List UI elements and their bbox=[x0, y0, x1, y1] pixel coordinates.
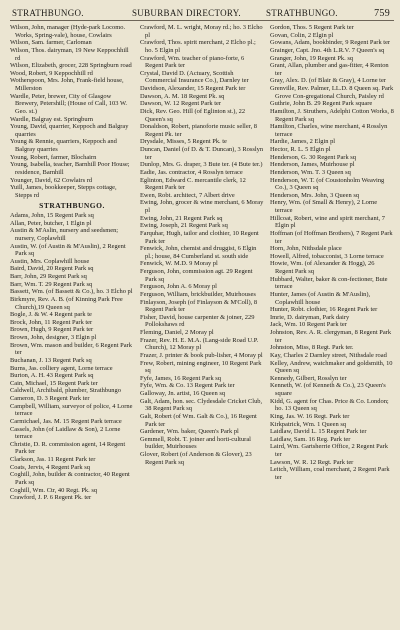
directory-entry: Henderson, W. T. (of Coustonholm Weaving Co.), 3 Queen sq bbox=[270, 176, 385, 192]
directory-entry: Gowans, Adam, bookbinder, 9 Regent Park ter bbox=[270, 39, 391, 47]
directory-entry: Crawford, Wm. teacher of piano-forte, 6 Regent Park ter bbox=[140, 54, 245, 70]
directory-entry: Kenneth, W. (of Kenneth & Co.), 23 Queen's square bbox=[270, 382, 386, 397]
directory-entry: Young & Rennie, quarriers, Keppoch and Balgray quarries bbox=[10, 138, 117, 153]
directory-entry: Adams, John, 15 Regent Park sq bbox=[10, 212, 94, 219]
directory-entry: Coghill, John, builder & contractor, 40 Regent Park sq bbox=[10, 471, 130, 486]
directory-entry: Hillcoat, Robert, wine and spirit merchant, 7 Elgin pl bbox=[270, 214, 385, 230]
directory-entry: Cassels, John (of Laidlaw & Son), 2 Lorne terrace bbox=[10, 425, 121, 441]
directory-entry: Ewing, John, grocer & wine merchant, 6 Moray pl bbox=[140, 199, 264, 214]
directory-entry: Wilson, Sam. farmer, Carloman bbox=[10, 39, 92, 47]
directory-entry: Christie, D. R. commission agent, 14 Regent Park ter bbox=[10, 440, 126, 456]
directory-entry: Henderson, G. 30 Regent Park sq bbox=[270, 153, 356, 161]
directory-entry: Fisher, David, house carpenter & joiner, 229 Pollokshaws rd bbox=[140, 313, 255, 329]
directory-entry: Gray, Alex. D. (of Blair & Gray), 4 Lorne ter bbox=[270, 77, 386, 85]
header-center: SUBURBAN DIRECTORY. bbox=[132, 8, 241, 18]
directory-entry: Brock, John, 11 Regent Park ter bbox=[10, 318, 93, 326]
directory-entry: Finlayson, Joseph (of Finlayson & M'Coll), 8 Regent Park ter bbox=[140, 298, 258, 314]
directory-entry: Henderson, Mrs. John, 3 Queen sq bbox=[270, 191, 360, 199]
directory-entry: Ewing, John, 21 Regent Park sq bbox=[140, 214, 223, 222]
directory-entry: Dawson, A. M. 18 Regent Pk. sq bbox=[140, 92, 225, 100]
directory-entry: Johnston, Miss, 8 Regt. Park ter. bbox=[270, 344, 354, 352]
page-number: 759 bbox=[374, 8, 390, 19]
directory-entry: Dawson, W. 12 Regent Park ter bbox=[140, 100, 221, 108]
directory-entry: Birkmyre, Rev. A. B. (of Kinning Park Free Church),19 Queen sq bbox=[10, 295, 123, 311]
directory-entry: Crawford, M. L. wright, Moray rd.; ho. 3 Elcho pl bbox=[140, 24, 263, 39]
directory-entry: Campbell, William, surveyor of police, 4 Lorne terrace bbox=[10, 402, 133, 418]
directory-entry: Henderson, Wm. T. 3 Queen sq bbox=[270, 168, 351, 176]
directory-entry: Galloway, Jn. artist, 16 Queen sq bbox=[140, 390, 226, 397]
directory-entry: Grant, Allan, plumber and gas-fitter, 4 Renton ter bbox=[270, 62, 389, 77]
directory-entry: Grainger, Capt. Jno. 4th L.R.V. 7 Queen's sq bbox=[270, 46, 385, 54]
directory-entry: Hamilton, J. Struthers, Adelphi Cotton Works, 8 Regent Park sq bbox=[270, 107, 394, 123]
directory-entry: Caldwell, Archibald, plumber, Strathbungo bbox=[10, 387, 121, 395]
column-1 bbox=[10, 24, 134, 502]
directory-entry: Laidlaw, David L. 15 Regent Park ter bbox=[270, 428, 367, 436]
section-heading: STRATHBUNGO. bbox=[39, 201, 105, 211]
directory-entry: Ewing, Joseph, 21 Regent Park sq bbox=[140, 222, 228, 230]
directory-entry: Wardle, Peter, brewer, City of Glasgow Brewery, Petershill; (House of Call, 103 W. Geo. st.) bbox=[10, 92, 128, 115]
directory-entry: Henderson, James, Muirhouse pl bbox=[270, 161, 355, 169]
directory-entry: Wilson, Thos. dairyman, 19 New Keppochhill rd bbox=[10, 46, 129, 62]
directory-entry: Ferguson, John A. 6 Moray pl bbox=[140, 283, 217, 291]
directory-entry: Guthrie, John B. 29 Regent Park square bbox=[270, 100, 373, 108]
directory-entry: Wilson, John, manager (Hyde-park Locomo. Works, Spring-vale), house, Cowlairs bbox=[10, 24, 126, 39]
directory-entry: Henry, Wm. (of Small & Henry), 2 Lorne terrace bbox=[270, 199, 378, 214]
directory-entry: Johnston, Rev. A. R. clergyman, 8 Regent Park ter bbox=[270, 329, 392, 344]
directory-entry: Govan, Colin, 2 Elgin pl bbox=[270, 31, 334, 39]
directory-entry: Buchanan, J. 13 Regent Park sq bbox=[10, 356, 92, 364]
directory-entry: Gemmell, Robt. T. joiner and horti-cultural builder, Muirhouses bbox=[140, 435, 251, 451]
directory-entry: Coats, Jervis, 4 Regent Park sq bbox=[10, 463, 90, 471]
directory-entry: Baird, David, 20 Regent Park sq bbox=[10, 265, 94, 273]
directory-entry: Younger, David, 62 Cowlairs rd bbox=[10, 176, 93, 184]
directory-entry: Galt, Robert (of Wm. Galt & Co.), 16 Regent Park ter bbox=[140, 412, 257, 428]
directory-entry: Imrie, D. dairyman, Park dairy bbox=[270, 313, 350, 321]
directory-columns bbox=[10, 24, 394, 502]
directory-entry: Davidson, Alexander, 15 Regent Park ter bbox=[140, 85, 246, 92]
directory-entry: Austin, W. (of Austin & M'Auslin), 2 Regent Park sq bbox=[10, 242, 126, 258]
directory-entry: Fenwick, W. M.D. 9 Moray pl bbox=[140, 260, 218, 268]
directory-entry: Leitch, William, coal merchant, 2 Regent Park ter bbox=[270, 466, 390, 481]
directory-entry: Carmichael, Jas. M. 15 Regent Park terrace bbox=[10, 417, 122, 425]
directory-entry: Laidlaw, Sam. 16 Reg. Park ter bbox=[270, 435, 351, 443]
directory-entry: Crystal, David D. (Actuary, Scottish Commercial Insurance Co.), Darnley ter bbox=[140, 69, 249, 85]
directory-entry: Ferguson, John, commission agt. 29 Regent Park sq bbox=[140, 268, 253, 283]
directory-entry: Brown, Hugh, 9 Regent Park ter bbox=[10, 326, 94, 334]
directory-entry: Hubbard, Walter, baker & con-fectioner, Bute terrace bbox=[270, 275, 388, 291]
directory-entry: Gordon, Thos. 5 Regent Park ter bbox=[270, 24, 354, 31]
directory-entry: Lawson, W. R. 12 Regt. Park ter bbox=[270, 458, 354, 466]
directory-entry: Hoffman (of Hoffman Brothers), 7 Regent Park ter bbox=[270, 229, 393, 245]
directory-entry: Kennedy, Gilbert, Rosslyn ter bbox=[270, 374, 347, 382]
directory-entry: Wotherspoon, Mrs. John, Frank-field house, Millerston bbox=[10, 77, 124, 92]
directory-entry: Wood, Robert, 9 Keppochhill rd bbox=[10, 69, 93, 77]
directory-entry: Hamilton, Charles, wine merchant, 4 Rosslyn terrace bbox=[270, 123, 388, 138]
directory-entry: Wilson, Elizabeth, grocer, 228 Springburn road bbox=[10, 62, 132, 70]
directory-entry: Coghill, Wm. Ctr, 40 Regt. Pk. sq bbox=[10, 486, 98, 494]
directory-entry: Frew, Robert, mining engineer, 10 Regent Park sq bbox=[140, 359, 262, 375]
directory-entry: Wardle, Balgray est. Springburn bbox=[10, 115, 93, 123]
directory-entry: Bogle, J. & W. 4 Regent park te bbox=[10, 311, 92, 319]
directory-entry: Crawford, Thos. spirit merchant, 2 Elcho pl.; ho. 5 Elgin pl bbox=[140, 39, 256, 54]
header-left: STRATHBUNGO. bbox=[12, 8, 84, 18]
directory-entry: Austin, Mrs. Coplawhill house bbox=[10, 257, 90, 265]
directory-entry: Allan, Peter, butcher, 1 Elgin pl bbox=[10, 219, 92, 227]
directory-entry: Cameron, D. 3 Regent Park ter bbox=[10, 395, 90, 402]
directory-entry: Bassett, Wm. (of Bassett & Co.), ho. 3 Elcho pl bbox=[10, 288, 133, 296]
directory-entry: Eglinton, Edward C. mercantile clerk, 12 Regent Park ter bbox=[140, 176, 246, 192]
directory-entry: King, Jas. W. 16 Regt. Park ter bbox=[270, 412, 350, 420]
column-2 bbox=[140, 24, 264, 502]
directory-entry: Donaldson, Robert, pianoforte music seller, 8 Regent Pk. ter bbox=[140, 123, 258, 138]
directory-entry: Granger, John, 19 Regent Pk. sq bbox=[270, 54, 354, 62]
directory-entry: Eadie, Jas. contractor, 4 Rosslyn terrace bbox=[140, 168, 243, 176]
column-3 bbox=[270, 24, 394, 502]
directory-entry: Howie, Wm. (of Alexander & Hogg), 26 Regent Park sq bbox=[270, 260, 375, 275]
directory-entry: Hector, R. L. 5 Elgin pl bbox=[270, 146, 331, 153]
directory-entry: Ferguson, William, brickbuilder, Muirhouses bbox=[140, 290, 256, 298]
directory-entry: Barr, John, 29 Regent Park sq bbox=[10, 273, 87, 280]
directory-entry: Duncan, Daniel (of D. & T. Duncan), 3 Rosslyn ter bbox=[140, 146, 264, 161]
directory-entry: Kidd, G. agent for Chas. Price & Co. London; ho. 13 Queen sq bbox=[270, 397, 389, 413]
directory-entry: Dunlop, Mrs. G. draper, 3 Bute ter. (4 Bute ter.) bbox=[140, 161, 263, 169]
directory-entry: Barr, Wm. T. 29 Regent Park sq bbox=[10, 280, 93, 288]
directory-entry: Kay, Charles 2 Darnley street, Nithsdale road bbox=[270, 351, 387, 359]
directory-entry: Drysdale, Misses, 5 Regent Pk. te bbox=[140, 138, 227, 146]
directory-entry: Young, Robert, farmer, Blochairn bbox=[10, 153, 97, 161]
directory-entry: Brown, Wm. mason and builder, 6 Regent Park ter bbox=[10, 341, 132, 357]
directory-entry: Kelley, Andrew, watchmaker and goldsmith, 10 Queen sq bbox=[270, 359, 393, 375]
directory-entry: Fleming, Daniel, 2 Moray pl bbox=[140, 329, 214, 336]
directory-entry: Young, David, quarrier, Keppoch and Balgray quarries bbox=[10, 123, 129, 138]
directory-entry: Farquhar, Hugh, tailor and clothier, 10 Regent Park ter bbox=[140, 229, 259, 245]
directory-entry: Crawford, J. P. 6 Regent Pk. ter bbox=[10, 494, 92, 502]
directory-entry: Laird, Wm. Gartsherrie Office, 2 Regent Park ter bbox=[270, 443, 388, 458]
directory-entry: Horn, John, Nithsdale place bbox=[270, 245, 342, 253]
directory-entry: Hunter, James (of Austin & M'Auslin), Coplawhill house bbox=[270, 290, 371, 306]
directory-entry: Burton, A. H. 43 Regent Park sq bbox=[10, 372, 94, 380]
directory-entry: Dick, Rev. Geo. Hill (of Eglinton st.), 22 Queen's sq bbox=[140, 107, 246, 123]
directory-entry: Kirkpatrick, Wm. 1 Queen sq bbox=[270, 420, 347, 428]
directory-entry: Young, Isabella, teacher, Barnhill Poor House; residence, Barnhill bbox=[10, 161, 130, 176]
directory-entry: Cain, Michael, 15 Regent Park ter bbox=[10, 379, 98, 387]
directory-entry: Fenwick, John, chemist and druggist, 6 Elgin pl.; house, 84 Cumberland st. south side bbox=[140, 245, 257, 260]
directory-entry: Frazer, J. printer & book pub-lisher, 4 Moray pl bbox=[140, 351, 263, 359]
directory-entry: Hunter, Robt. clothier, 16 Regent Park ter bbox=[270, 306, 378, 314]
directory-entry: Grenville, Rev. Palmer, LL.D. 8 Queen sq. Park Grove Con-gregational Church, Paisley rd bbox=[270, 85, 394, 100]
directory-entry: Howell, Alfred, tobacconist, 3 Lorne terrace bbox=[270, 252, 384, 260]
directory-entry: Fyfe, Wm. & Co. 13 Regent Park ter bbox=[140, 382, 235, 390]
directory-entry: Brown, John, designer, 3 Elgin pl bbox=[10, 334, 97, 341]
directory-entry: Fyfe, James, 16 Regent Park sq bbox=[140, 374, 221, 382]
directory-entry: Frazer, Rev. H. E. M.A. (Lang-side Road U.P. Church), 12 Moray pl bbox=[140, 336, 259, 352]
header-right: STRATHBUNGO. bbox=[266, 8, 338, 18]
directory-entry: Austin & M'Aslin, nursery and seedsmen; nursery, Coplawhill bbox=[10, 227, 119, 242]
directory-entry: Gardener, Wm. baker, Queen's Park pl bbox=[140, 428, 239, 436]
directory-entry: Jack, Wm. 10 Regent Park ter bbox=[270, 321, 347, 329]
directory-entry: Yuill, James, bookkeeper, Stepps cottage, Stepps rd bbox=[10, 184, 117, 199]
directory-entry: Glover, Robert (of Anderson & Glover), 23 Regent Park sq bbox=[140, 451, 252, 466]
directory-entry: Ewen, Robt. architect, 7 Albert drive bbox=[140, 191, 235, 199]
directory-entry: Clarkson, Jas. 11 Regent Park ter bbox=[10, 456, 96, 463]
running-header bbox=[10, 6, 394, 21]
directory-entry: Hardie, James, 2 Elgin pl bbox=[270, 138, 336, 146]
directory-entry: Burns, Jas. colliery agent, Lorne terrace bbox=[10, 364, 113, 372]
directory-entry: Galt, Adam, hon. sec. Clydesdale Cricket Club, 38 Regent Park sq bbox=[140, 397, 263, 413]
